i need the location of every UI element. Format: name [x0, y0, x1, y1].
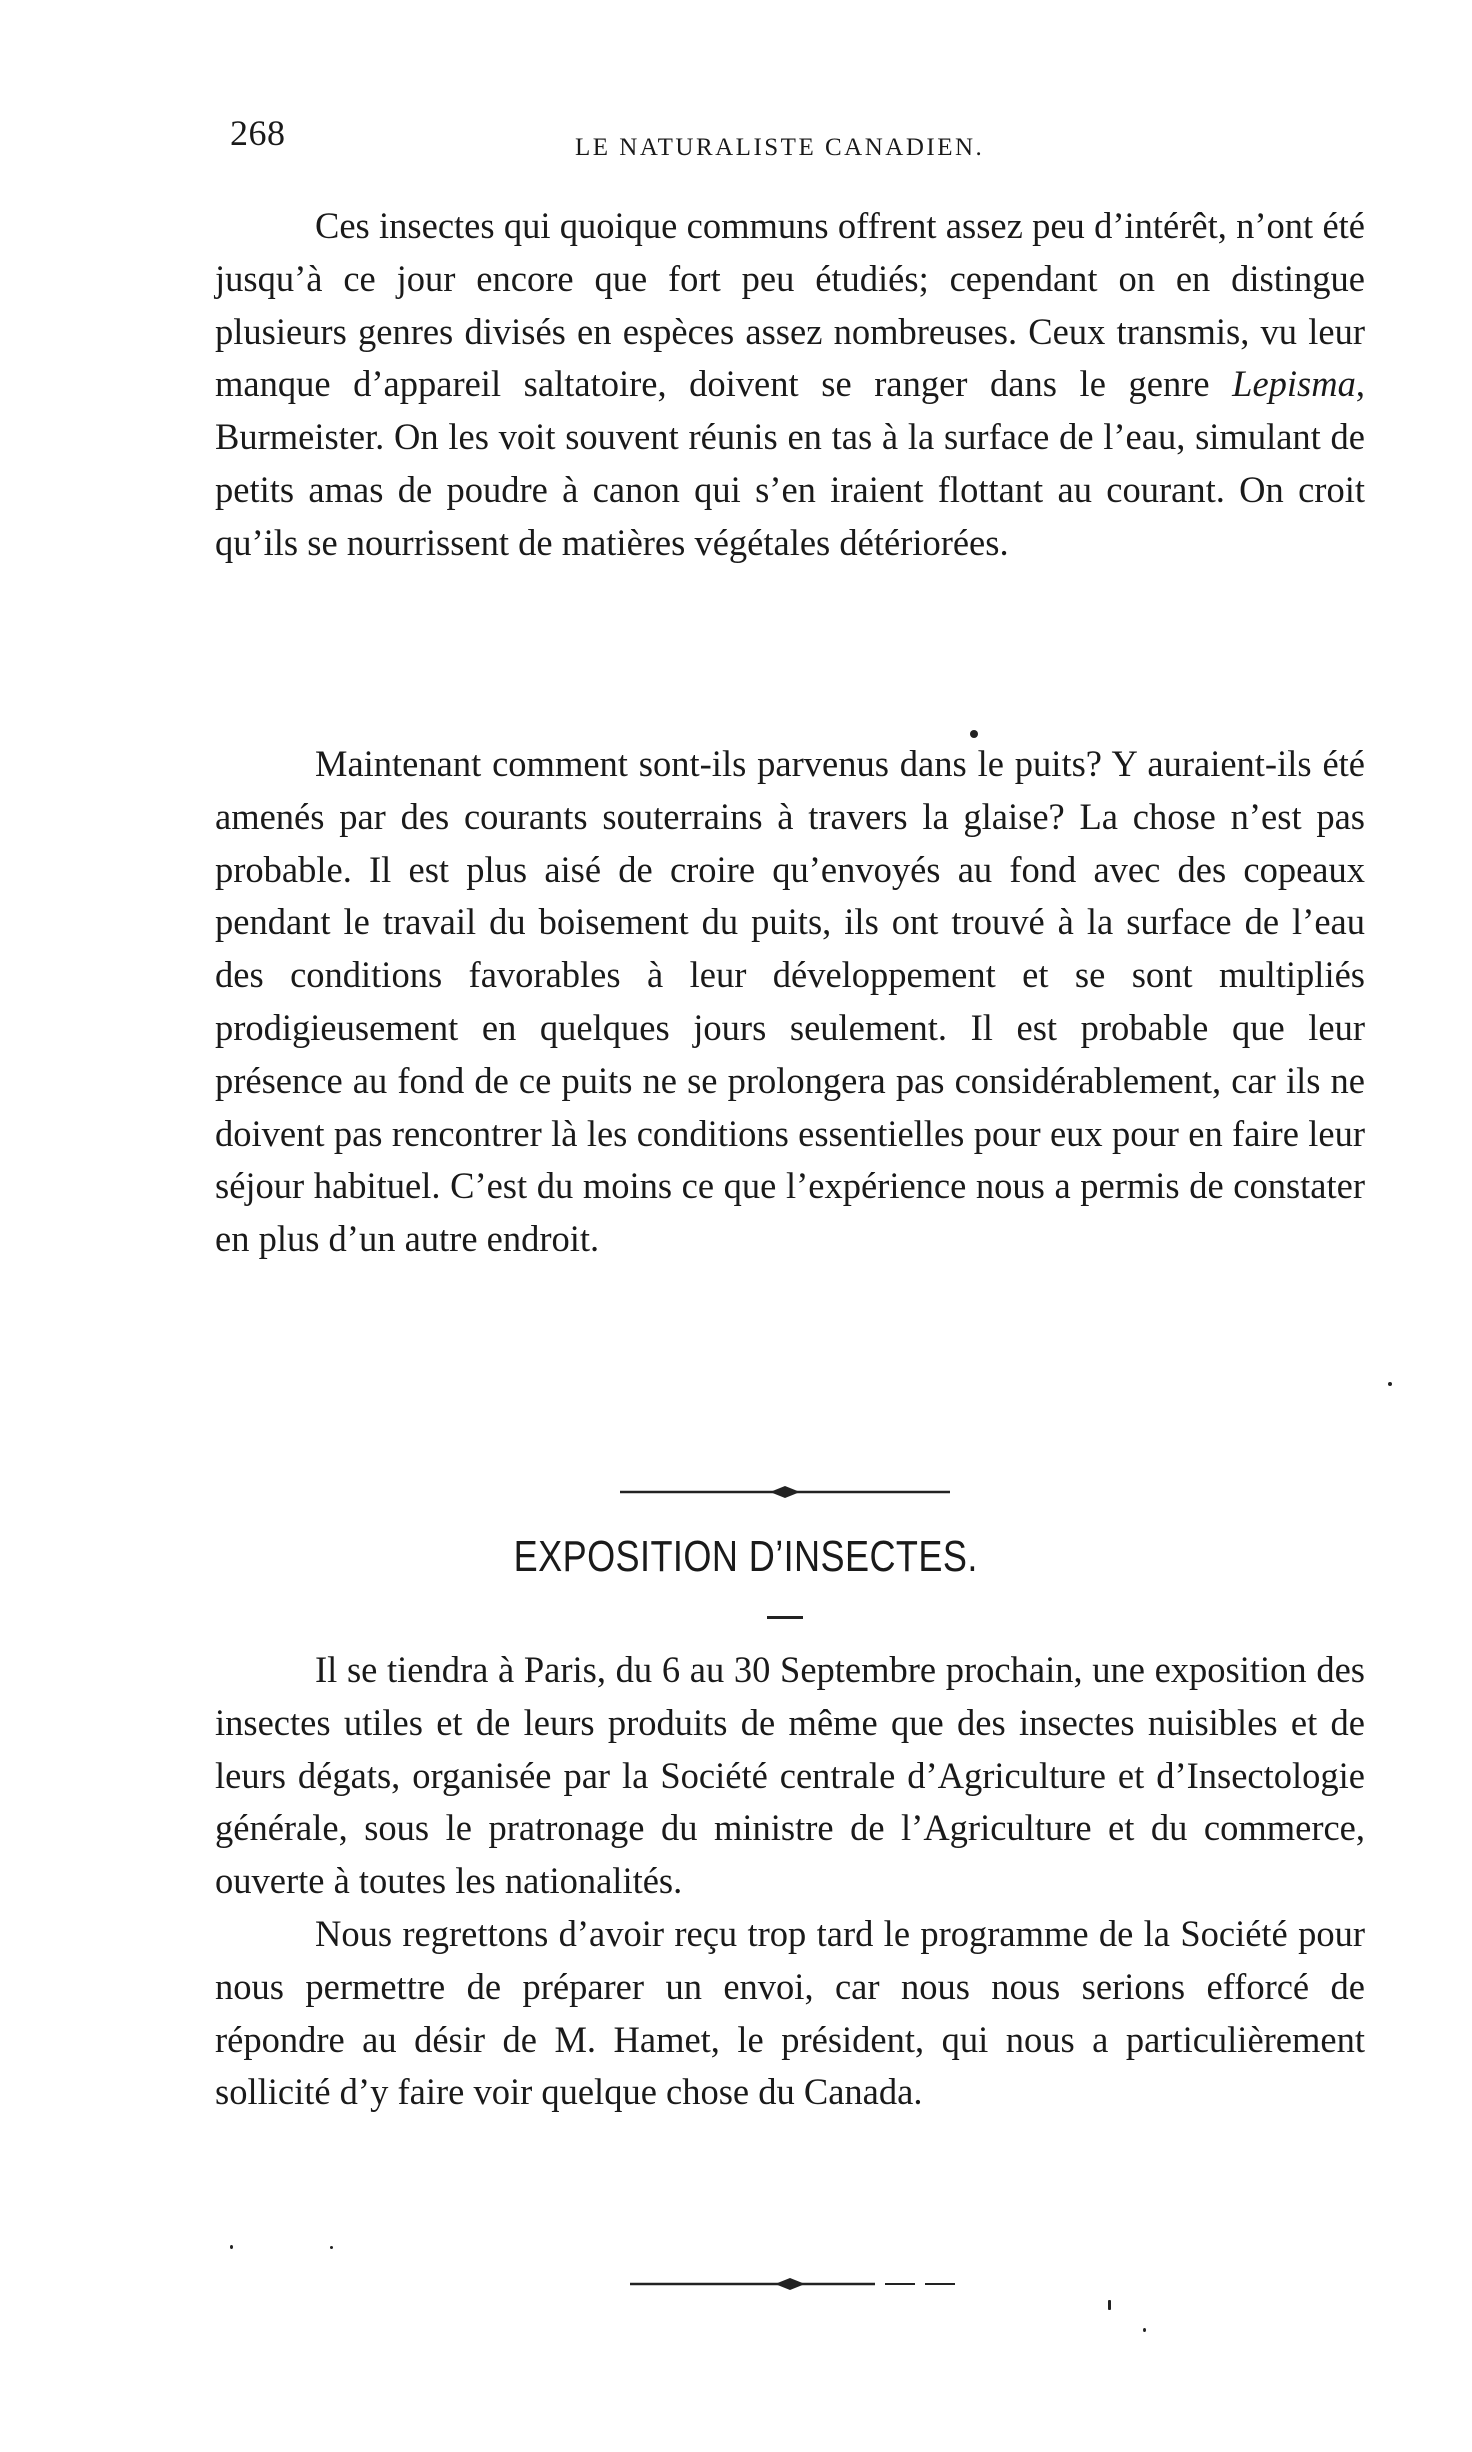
print-speck [1388, 1382, 1392, 1386]
running-head [230, 112, 1370, 172]
genus-name: Lepisma [1232, 363, 1356, 405]
paragraph-1-text: Ces insectes qui quoique communs offrent assez peu d’intérêt, n’ont été jusqu’à ce jour encore que fort peu étudiés; cependant on en distingue plusieurs genres divisés en espèces assez nombreuses. Ceux transmis, vu leur manque d’appareil saltatoire, doivent se ranger dans le genre [215, 205, 1365, 405]
article-conclusion [215, 738, 1365, 1266]
heading-rule [767, 1616, 803, 1619]
exposition-notice [215, 1644, 1365, 2119]
page-number: 268 [230, 113, 286, 153]
article-continuation [215, 200, 1365, 570]
end-ornament [630, 2274, 960, 2294]
print-speck [230, 2245, 233, 2249]
print-speck [330, 2246, 333, 2249]
paragraph-2: Maintenant comment sont-ils parvenus dans le puits? Y auraient-ils été amenés par des courants souterrains à travers la glaise? La chose n’est pas probable. Il est plus aisé de croire qu’envoyés au fond avec des copeaux pendant le travail du boisement du puits, ils ont trouvé à la surface de l’eau des conditions favorables à leur développement et se sont multipliés prodigieusement en quelques jours seulement. Il est probable que leur présence au fond de ce puits ne se prolongera pas considérablement, car ils ne doivent pas rencontrer là les conditions essentielles pour eux pour en faire leur séjour habituel. C’est du moins ce que l’expérience nous a permis de constater en plus d’un autre endroit. [215, 743, 1365, 1260]
paragraph-1-rest: , Burmeister. On les voit souvent réunis en tas à la surface de l’eau, simulant de petits amas de poudre à canon qui s’en iraient flottant au courant. On croit qu’ils se nourrissent de matières végétales détériorées. [215, 363, 1365, 563]
paragraph-4: Nous regrettons d’avoir reçu trop tard le programme de la Société pour nous permettre de préparer un envoi, car nous nous serions efforcé de répondre au désir de M. Hamet, le président, qui nous a particulièrement sollicité d’y faire voir quelque chose du Canada. [215, 1912, 1365, 2113]
section-heading: EXPOSITION D’INSECTES. [513, 1532, 978, 1581]
paragraph-1 [215, 200, 1365, 570]
journal-title: LE NATURALISTE CANADIEN. [575, 134, 985, 161]
print-speck [1108, 2300, 1111, 2310]
paragraph-3: Il se tiendra à Paris, du 6 au 30 Septembre prochain, une exposition des insectes utiles et de leurs produits de même que des insectes nuisibles et de leurs dégats, organisée par la Société centrale d’Agriculture et d’Insectologie générale, sous le pratronage du ministre de l’Agriculture et du commerce, ouverte à toutes les nationalités. [215, 1649, 1365, 1902]
section-divider-ornament [620, 1482, 950, 1502]
print-speck [1143, 2328, 1146, 2332]
print-speck [970, 730, 978, 738]
